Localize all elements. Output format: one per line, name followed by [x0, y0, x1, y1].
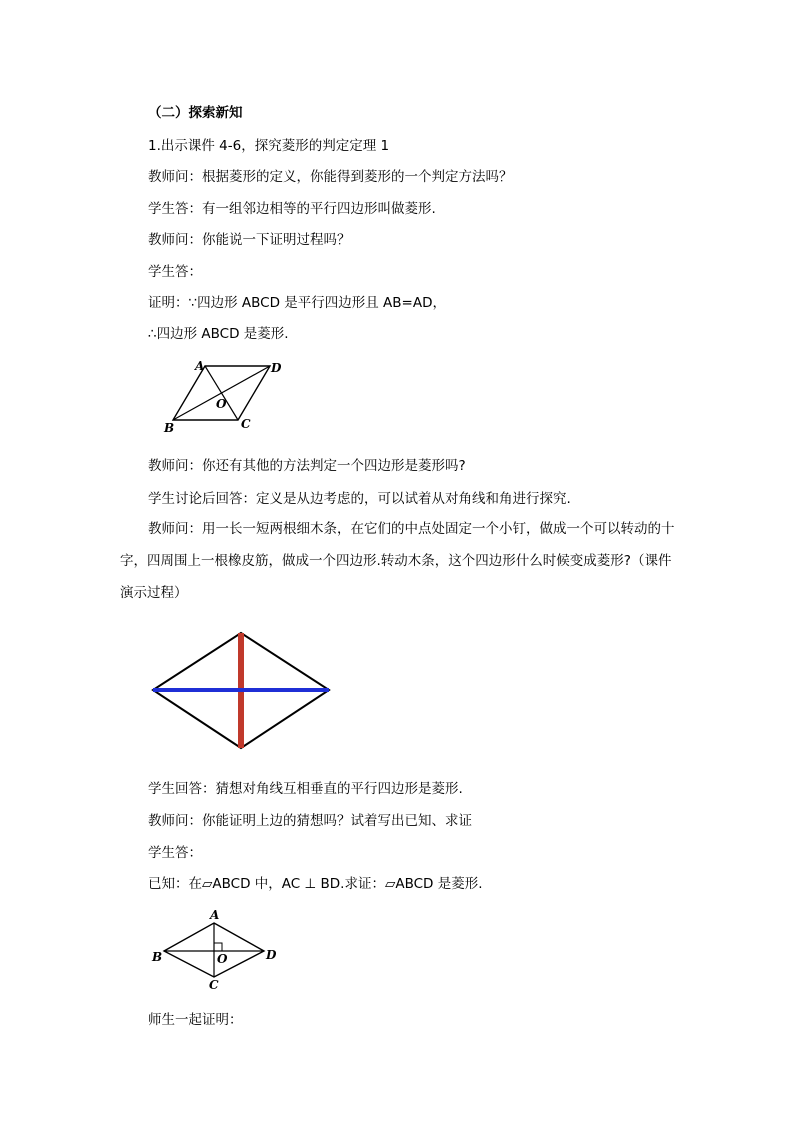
text-line-3: 学生答：有一组邻边相等的平行四边形叫做菱形. — [148, 201, 436, 217]
text-line-9: 学生讨论后回答：定义是从边考虑的，可以试着从对角线和角进行探究. — [148, 491, 571, 507]
label-c-2: C — [209, 978, 219, 992]
label-o: O — [216, 397, 227, 411]
label-b: B — [164, 421, 175, 435]
text-line-13: 学生答： — [148, 845, 202, 861]
label-b-2: B — [152, 950, 163, 964]
text-line-11: 学生回答：猜想对角线互相垂直的平行四边形是菱形. — [148, 781, 463, 797]
label-a-2: A — [210, 908, 220, 922]
text-line-7: ∴四边形 ABCD 是菱形. — [148, 326, 289, 342]
label-a: A — [195, 359, 205, 373]
text-line-12: 教师问：你能证明上边的猜想吗？试着写出已知、求证 — [148, 813, 472, 829]
text-paragraph-10: 教师问：用一长一短两根细木条，在它们的中点处固定一个小钉，做成一个可以转动的十字，四周围上一根橡皮筋，做成一个四边形.转动木条，这个四边形什么时候变成菱形?（课件演示过程） — [120, 521, 675, 601]
label-o-2: O — [217, 952, 228, 966]
text-line-15: 师生一起证明： — [148, 1012, 243, 1028]
text-line-8: 教师问：你还有其他的方法判定一个四边形是菱形吗? — [148, 458, 466, 474]
text-line-6: 证明：∵四边形 ABCD 是平行四边形且 AB=AD， — [148, 295, 446, 311]
section-heading: （二）探索新知 — [148, 105, 243, 121]
text-line-5: 学生答： — [148, 264, 202, 280]
text-line-4: 教师问：你能说一下证明过程吗？ — [148, 232, 351, 248]
text-line-2: 教师问：根据菱形的定义，你能得到菱形的一个判定方法吗？ — [148, 169, 513, 185]
figure-rhombus-rods — [150, 630, 334, 752]
text-line-14: 已知：在▱ABCD 中，AC ⊥ BD.求证：▱ABCD 是菱形. — [148, 876, 483, 892]
figure-rhombus-diagonals — [148, 905, 288, 991]
label-d-2: D — [266, 948, 277, 962]
label-c: C — [241, 417, 251, 431]
figure-parallelogram — [160, 358, 290, 436]
label-d: D — [271, 361, 282, 375]
text-line-1: 1.出示课件 4-6，探究菱形的判定定理 1 — [148, 138, 390, 154]
